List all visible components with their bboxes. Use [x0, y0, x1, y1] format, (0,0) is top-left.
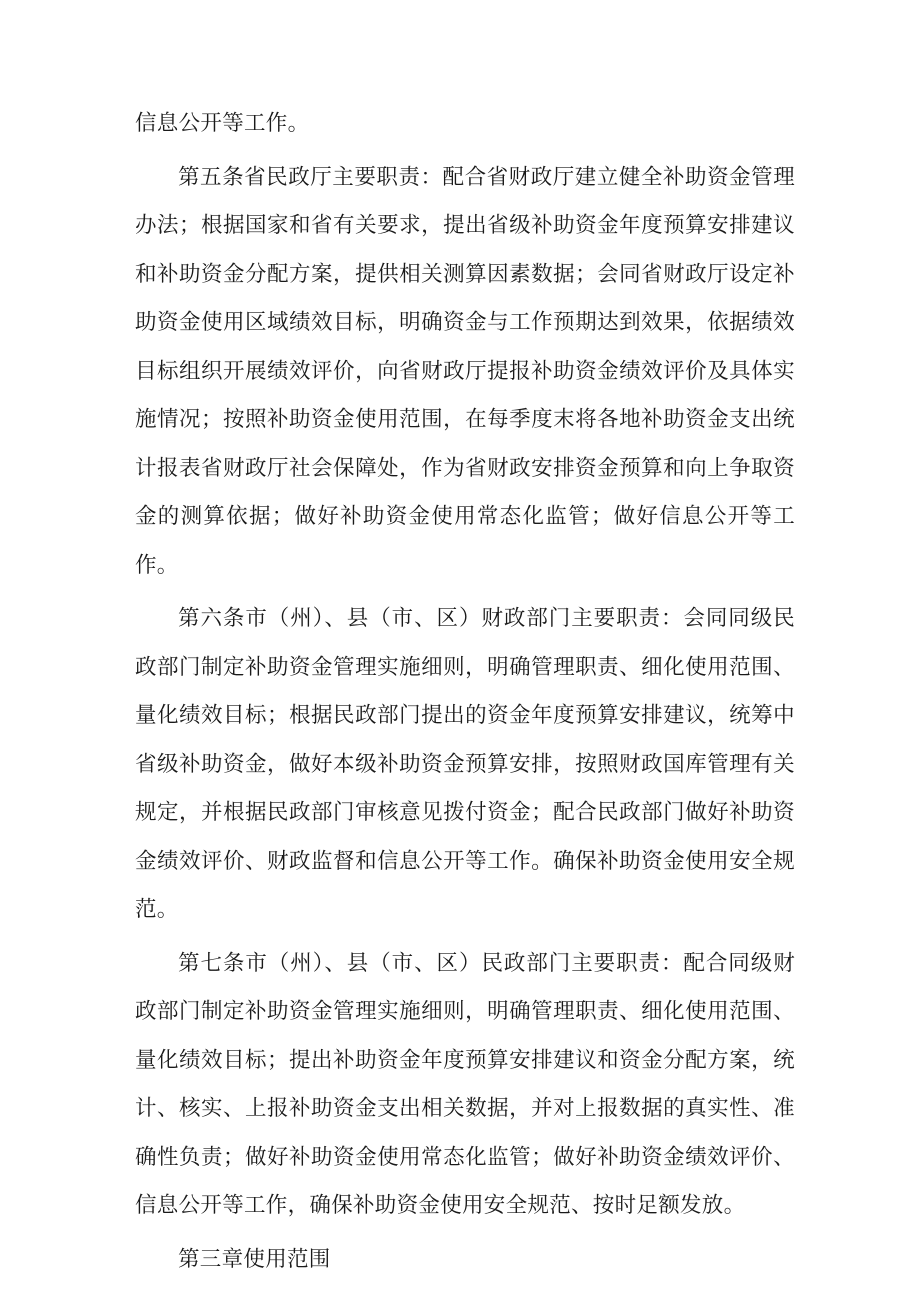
- document-body: [135, 100, 795, 1284]
- paragraph-article-7: 第七条市（州）、县（市、区）民政部门主要职责：配合同级财政部门制定补助资金管理实施细则，明确管理职责、细化使用范围、量化绩效目标；提出补助资金年度预算安排建议和资金分配方案，统计、核实、上报补助资金支出相关数据，并对上报数据的真实性、准确性负责；做好补助资金使用常态化监管；做好补助资金绩效评价、信息公开等工作，确保补助资金使用安全规范、按时足额发放。: [135, 950, 795, 1218]
- chapter-heading: 第三章使用范围: [178, 1246, 331, 1272]
- paragraph-article-6: 第六条市（州）、县（市、区）财政部门主要职责：会同同级民政部门制定补助资金管理实施细则，明确管理职责、细化使用范围、量化绩效目标；根据民政部门提出的资金年度预算安排建议，统筹中省级补助资金，做好本级补助资金预算安排，按照财政国库管理有关规定，并根据民政部门审核意见拨付资金；配合民政部门做好补助资金绩效评价、财政监督和信息公开等工作。确保补助资金使用安全规范。: [135, 606, 795, 922]
- paragraph-article-5: 第五条省民政厅主要职责：配合省财政厅建立健全补助资金管理办法；根据国家和省有关要求，提出省级补助资金年度预算安排建议和补助资金分配方案，提供相关测算因素数据；会同省财政厅设定补助资金使用区域绩效目标，明确资金与工作预期达到效果，依据绩效目标组织开展绩效评价，向省财政厅提报补助资金绩效评价及具体实施情况；按照补助资金使用范围，在每季度末将各地补助资金支出统计报表省财政厅社会保障处，作为省财政安排资金预算和向上争取资金的测算依据；做好补助资金使用常态化监管；做好信息公开等工作。: [135, 164, 795, 578]
- paragraph-continuation: 信息公开等工作。: [135, 111, 310, 136]
